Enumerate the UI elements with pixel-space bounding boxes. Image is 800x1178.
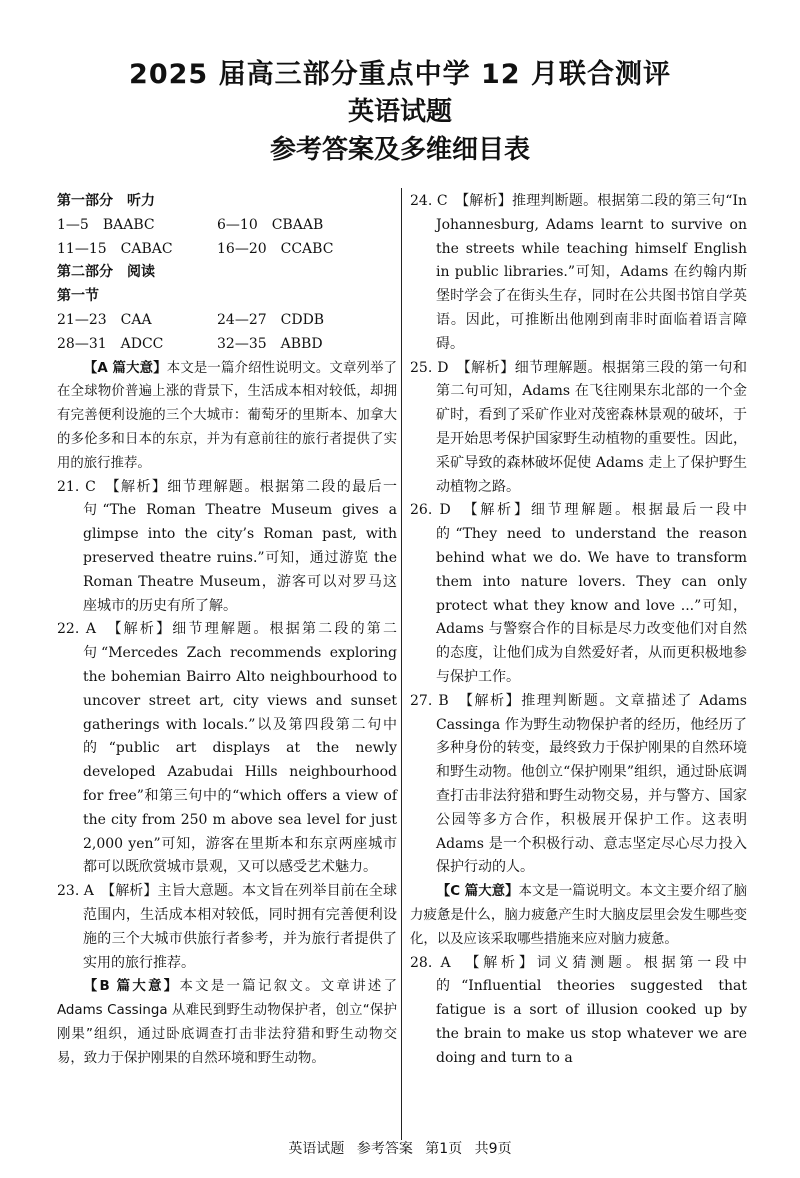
answer-row [57,238,397,262]
summary-label: 【A 篇大意】 [83,360,167,376]
footer-page-number: 第1页 [425,1141,463,1157]
passage-b-summary [57,975,397,1070]
answer-explanation-22: 22. A 【解析】细节理解题。根据第二段的第二句“Mercedes Zach recommends exploring the bohemian Bairro Alto neighbourhood to uncover street art, city views and sunset gatherings with locals.”以及第四段第二句中的“public art displays at the newly developed Azabudai Hills neighbourhood for free”和第三句中的“which offers a view of the city from 250 m above sea level for just 2,000 yen”可知，游客在里斯本和东京两座城市都可以既欣赏城市景观，又可以感受艺术魅力。 [57,621,397,876]
footer-type: 参考答案 [356,1141,413,1157]
footer-total-pages: 共9页 [474,1141,512,1157]
summary-text: 本文是一篇介绍性说明文。文章列举了在全球物价普遍上涨的背景下，生活成本相对较低，却拥有完善便利设施的三个大城市：葡萄牙的里斯本、加拿大的多伦多和日本的东京，并为有意前往的旅行者提供了实用的旅行推荐。 [57,360,398,471]
answer-row [57,309,397,333]
part2-heading: 第二部分 阅读 [57,264,155,281]
right-column [410,190,747,1070]
summary-label: 【B 篇大意】 [83,979,180,995]
subject-title: 英语试题 [347,97,452,127]
answer-group: 32—35 ABBD [217,335,323,352]
answer-explanation-28: 28. A 【解析】词义猜测题。根据第一段中的“Influential theories suggested that fatigue is a sort of illusion cooked up by the brain to make us stop whatever we are doing and turn to a [410,954,747,1066]
left-column [57,190,397,1070]
answer-group: 24—27 CDDB [217,311,325,328]
answer-explanation-21: 21. C 【解析】细节理解题。根据第二段的最后一句“The Roman Theatre Museum gives a glimpse into the city’s Roman past, with preserved theatre ruins.”可知，通过游览 the Roman Theatre Museum，游客可以对罗马这座城市的历史有所了解。 [57,478,397,614]
answer-explanation-25: 25. D 【解析】细节理解题。根据第三段的第一句和第二句可知，Adams 在飞往刚果东北部的一个金矿时，看到了采矿作业对茂密森林景观的破坏，于是开始思考保护国家野生动植物的重要性。因此，采矿导致的森林破坏促使 Adams 走上了保护野生动植物之路。 [410,359,747,495]
passage-c-summary [410,880,747,951]
answer-group: 11—15 CABAC [57,240,173,257]
answer-group: 6—10 CBAAB [217,216,324,233]
summary-text: 本文是一篇说明文。本文主要介绍了脑力疲惫是什么，脑力疲惫产生时大脑皮层里会发生哪些变化，以及应该采取哪些措施来应对脑力疲惫。 [410,884,747,947]
exam-title: 2025 届高三部分重点中学 12 月联合测评 [129,59,671,90]
answer-group: 21—23 CAA [57,311,152,328]
answer-explanation-24: 24. C 【解析】推理判断题。根据第二段的第三句“In Johannesburg, Adams learnt to survive on the streets while teaching himself English in public libraries.”可知，Adams 在约翰内斯堡时学会了在街头生存，同时在公共图书馆自学英语。因此，可推断出他刚到南非时面临着语言障碍。 [410,193,747,352]
passage-a-summary [57,357,397,476]
answer-explanation-27: 27. B 【解析】推理判断题。文章描述了 Adams Cassinga 作为野生动物保护者的经历，他经历了多种身份的转变，最终致力于保护刚果的自然环境和野生动物。他创立“保护刚果”组织，通过卧底调查打击非法狩猎和野生动物交易，并与警方、国家公园等多方合作，积极展开保护工作。这表明 Adams 是一个积极行动、意志坚定尽心尽力投入保护行动的人。 [410,692,747,876]
answer-group: 28—31 ADCC [57,335,164,352]
column-divider [401,188,402,1140]
section1-heading: 第一节 [57,288,99,305]
answer-explanation-23: 23. A 【解析】主旨大意题。本文旨在列举目前在全球范围内，生活成本相对较低，同时拥有完善便利设施的三个大城市供旅行者参考，并为旅行者提供了实用的旅行推荐。 [57,883,397,971]
answer-row [57,214,397,238]
footer-subject: 英语试题 [288,1141,345,1157]
answer-group: 1—5 BAABC [57,216,155,233]
title-block [0,58,800,166]
summary-label: 【C 篇大意】 [436,884,519,900]
part1-heading: 第一部分 听力 [57,193,155,209]
answer-row [57,333,397,357]
page-footer [0,1138,800,1158]
answer-explanation-26: 26. D 【解析】细节理解题。根据最后一段中的“They need to understand the reason behind what we do. We have to transform them into nature lovers. They can only protect what they know and love ...”可知，Adams 与警察合作的目标是尽力改变他们对自然的态度，让他们成为自然爱好者，从而更积极地参与保护工作。 [410,502,747,685]
answer-group: 16—20 CCABC [217,240,334,257]
answer-key-title: 参考答案及多维细目表 [269,135,530,165]
summary-text: 本文是一篇记叙文。文章讲述了 Adams Cassinga 从难民到野生动物保护者，创立“保护刚果”组织，通过卧底调查打击非法狩猎和野生动物交易，致力于保护刚果的自然环境和野生动物。 [57,979,397,1066]
